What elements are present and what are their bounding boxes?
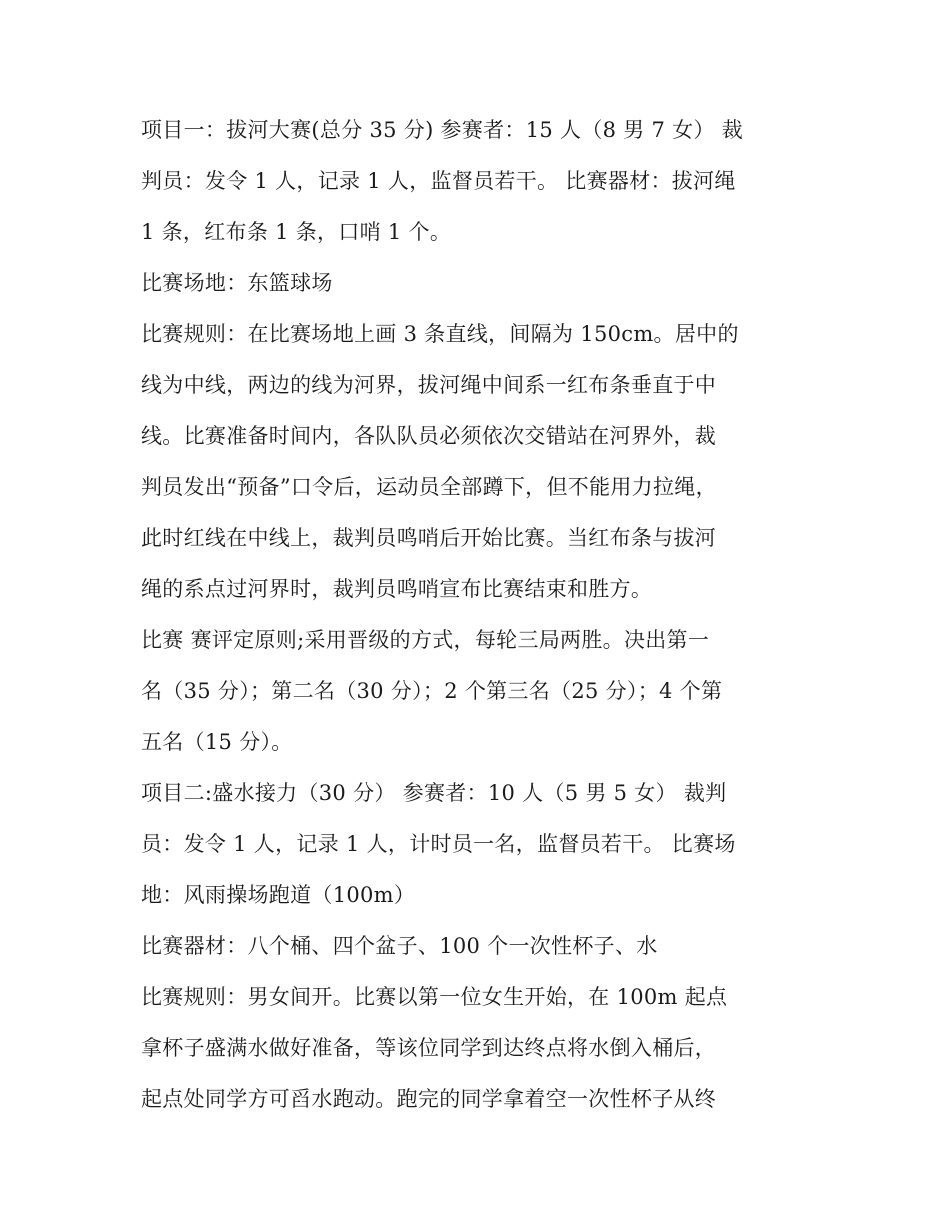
text-line: 判员：发令 1 人，记录 1 人，监督员若干。 比赛器材：拔河绳 — [141, 169, 736, 193]
text-line: 拿杯子盛满水做好准备，等该位同学到达终点将水倒入桶后， — [141, 1036, 717, 1060]
text-line: 起点处同学方可舀水跑动。跑完的同学拿着空一次性杯子从终 — [141, 1087, 717, 1111]
text-line: 项目一：拔河大赛(总分 35 分) 参赛者：15 人（8 男 7 女） 裁 — [141, 118, 744, 142]
text-line: 比赛器材：八个桶、四个盆子、100 个一次性杯子、水 — [141, 934, 658, 958]
text-line: 比赛 赛评定原则;采用晋级的方式，每轮三局两胜。决出第一 — [141, 628, 710, 652]
text-line: 判员发出“预备”口令后，运动员全部蹲下，但不能用力拉绳， — [141, 475, 717, 499]
text-line: 1 条，红布条 1 条，口哨 1 个。 — [141, 220, 452, 244]
text-line: 比赛规则：男女间开。比赛以第一位女生开始，在 100m 起点 — [141, 985, 728, 1009]
text-line: 比赛规则：在比赛场地上画 3 条直线，间隔为 150cm。居中的 — [141, 322, 739, 346]
text-line: 绳的系点过河界时，裁判员鸣哨宣布比赛结束和胜方。 — [141, 577, 653, 601]
text-line: 员：发令 1 人，记录 1 人，计时员一名，监督员若干。 比赛场 — [141, 832, 736, 856]
document-body — [141, 105, 821, 1125]
text-line: 此时红线在中线上，裁判员鸣哨后开始比赛。当红布条与拔河 — [141, 526, 717, 550]
text-line: 线。比赛准备时间内，各队队员必须依次交错站在河界外，裁 — [141, 424, 717, 448]
text-line: 名（35 分）；第二名（30 分）；2 个第三名（25 分）；4 个第 — [141, 679, 723, 703]
text-line: 五名（15 分）。 — [141, 730, 293, 754]
text-line: 地：风雨操场跑道（100m） — [141, 883, 416, 907]
text-line: 项目二:盛水接力（30 分） 参赛者：10 人（5 男 5 女） 裁判 — [141, 781, 727, 805]
text-line: 线为中线，两边的线为河界，拔河绳中间系一红布条垂直于中 — [141, 373, 717, 397]
text-line: 比赛场地：东篮球场 — [141, 271, 333, 295]
